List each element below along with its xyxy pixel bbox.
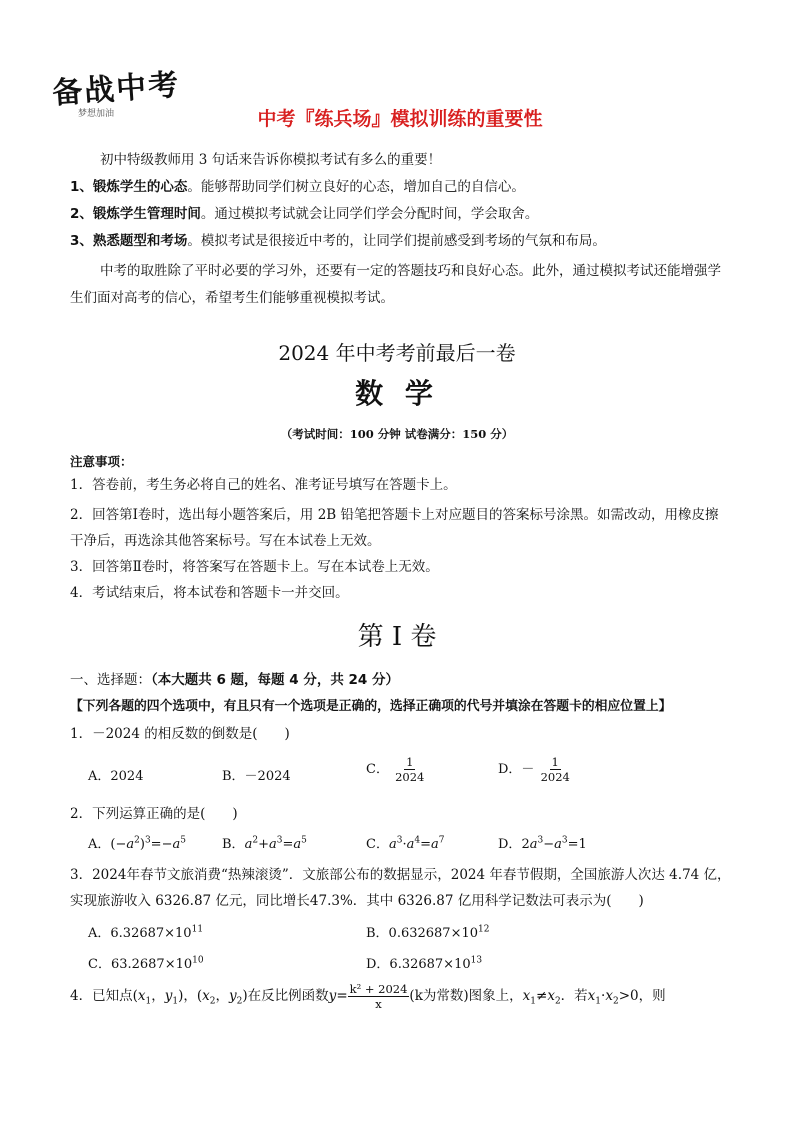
question-1-option-a: A．2024	[88, 769, 144, 784]
option-c-label: C．	[366, 762, 389, 777]
note-1: 1．答卷前，考生务必将自己的姓名、准考证号填写在答题卡上。	[70, 477, 457, 493]
question-4-stem: 4．已知点($x_1$，$y_1$)，($x_2$，$y_2$)在反比例函数y= $\frac{\text{k² + 2024}}{x}$ (k为常数)图象上，$x_1\ne x_2$．若$x_1\cdot x_2>0$，则	[70, 982, 666, 1011]
fraction-numerator: k² + 2024	[349, 982, 408, 996]
q4-tail: 图象上，	[468, 988, 523, 1004]
fraction	[539, 755, 572, 784]
question-3-option-c	[88, 953, 204, 972]
option-a-text: A．6.32687×10	[88, 926, 192, 941]
fraction-denominator: 2024	[540, 770, 570, 784]
section-title: 一、选择题：	[70, 672, 151, 688]
logo-text: 备战中考	[51, 67, 182, 112]
fraction-denominator: 2024	[395, 770, 425, 784]
fraction-denominator: x	[375, 997, 382, 1011]
bullet-2-text: 。通过模拟考试就会让同学们学会分配时间，学会取舍。	[200, 206, 539, 222]
fraction	[348, 982, 410, 1011]
question-3-line-1: 3．2024年春节文旅消费“热辣滚烫”．文旅部公布的数据显示，2024 年春节假期，全国旅游人次达 4.74 亿，	[70, 867, 731, 883]
volume-title: 第 I 卷	[357, 622, 437, 652]
section-heading	[70, 668, 399, 688]
option-d-label: D．	[498, 837, 522, 852]
note-2: 2．回答第Ⅰ卷时，选出每小题答案后，用 2B 铅笔把答题卡上对应题目的答案标号涂黑。如需改动，用橡皮擦干净后，再选涂其他答案标号。写在本试卷上无效。	[70, 507, 719, 549]
fraction	[393, 755, 426, 784]
note-3: 3．回答第Ⅱ卷时，将答案写在答题卡上。写在本试卷上无效。	[70, 559, 439, 575]
question-3-line-2: 实现旅游收入 6326.87 亿元，同比增长47.3%．其中 6326.87 亿用科学记数法可表示为( )	[70, 893, 644, 909]
bullet-2-title: 2、锻炼学生管理时间	[70, 206, 201, 222]
option-c-exponent: 10	[192, 955, 204, 966]
option-b-exponent: 12	[478, 924, 490, 935]
option-d-text: D．6.32687×10	[366, 957, 471, 972]
note-4: 4．考试结束后，将本试卷和答题卡一并交回。	[70, 585, 349, 601]
bullet-1	[70, 177, 525, 197]
bullet-3-title: 3、熟悉题型和考场	[70, 233, 188, 249]
question-1-option-c	[366, 755, 426, 784]
bullet-1-text: 。能够帮助同学们树立良好的心态，增加自己的自信心。	[187, 179, 525, 195]
option-c-label: C．	[366, 837, 389, 852]
q4-mid: 在反比例函数	[247, 988, 329, 1004]
option-c-text: C．63.2687×10	[88, 957, 193, 972]
question-2-option-d: D．$2a^3-a^3=1$	[498, 835, 587, 852]
intro-closing: 中考的取胜除了平时必要的学习外，还要有一定的答题技巧和良好心态。此外，通过模拟考试还能增强学生们面对高考的信心，希望考生们能够重视模拟考试。	[70, 263, 721, 306]
section-meta: （本大题共 6 题，每题 4 分，共 24 分）	[151, 672, 400, 688]
bullet-3-text: 。模拟考试是很接近中考的，让同学们提前感受到考场的气氛和布局。	[187, 233, 606, 249]
question-2-option-b: B．$a^2+a^3=a^5$	[222, 835, 307, 852]
option-b-label: B．	[222, 837, 245, 852]
intro-lead: 初中特级教师用 3 句话来告诉你模拟考试有多么的重要！	[100, 152, 442, 168]
option-d-exponent: 13	[470, 955, 483, 966]
notes-heading: 注意事项：	[70, 454, 133, 469]
question-2-option-c: C．$a^3\cdot a^4=a^7$	[366, 835, 445, 852]
question-1-stem: 1．－2024 的相反数的倒数是( )	[70, 726, 290, 742]
bullet-1-title: 1、锻炼学生的心态	[70, 179, 188, 195]
option-d-label: D．－	[498, 762, 535, 777]
logo	[48, 62, 208, 124]
question-2-option-a: A．$(-a^2)^3=-a^5$	[88, 835, 186, 852]
fraction-numerator: 1	[406, 755, 414, 769]
question-3-option-d	[366, 953, 482, 972]
fraction-numerator: 1	[551, 755, 559, 769]
question-1-option-d	[498, 755, 572, 784]
option-a-exponent: 11	[191, 924, 204, 935]
question-2-stem: 2．下列运算正确的是( )	[70, 806, 238, 822]
exam-info: （考试时间：100 分钟 试卷满分：150 分）	[280, 427, 514, 441]
q4-k-note: (k为常数)	[409, 988, 469, 1004]
headline: 中考『练兵场』模拟训练的重要性	[257, 108, 543, 130]
q4-end: ，则	[638, 988, 666, 1004]
q4-cond: ．若	[560, 988, 588, 1004]
question-1-option-b: B．－2024	[222, 769, 291, 784]
q4-lead: 4．已知点	[70, 988, 133, 1004]
exam-title: 2024 年中考考前最后一卷	[278, 341, 516, 365]
bullet-3	[70, 231, 606, 251]
option-b-text: B．0.632687×10	[366, 926, 479, 941]
section-instruction: 【下列各题的四个选项中，有且只有一个选项是正确的，选择正确项的代号并填涂在答题卡的相应位置上】	[70, 699, 672, 714]
option-a-label: A．	[88, 837, 111, 852]
question-3-option-a	[88, 922, 203, 941]
bullet-2	[70, 204, 538, 224]
logo-subtitle: 梦想加油	[78, 109, 115, 119]
exam-subject: 数 学	[355, 377, 439, 410]
question-3-option-b	[366, 922, 489, 941]
